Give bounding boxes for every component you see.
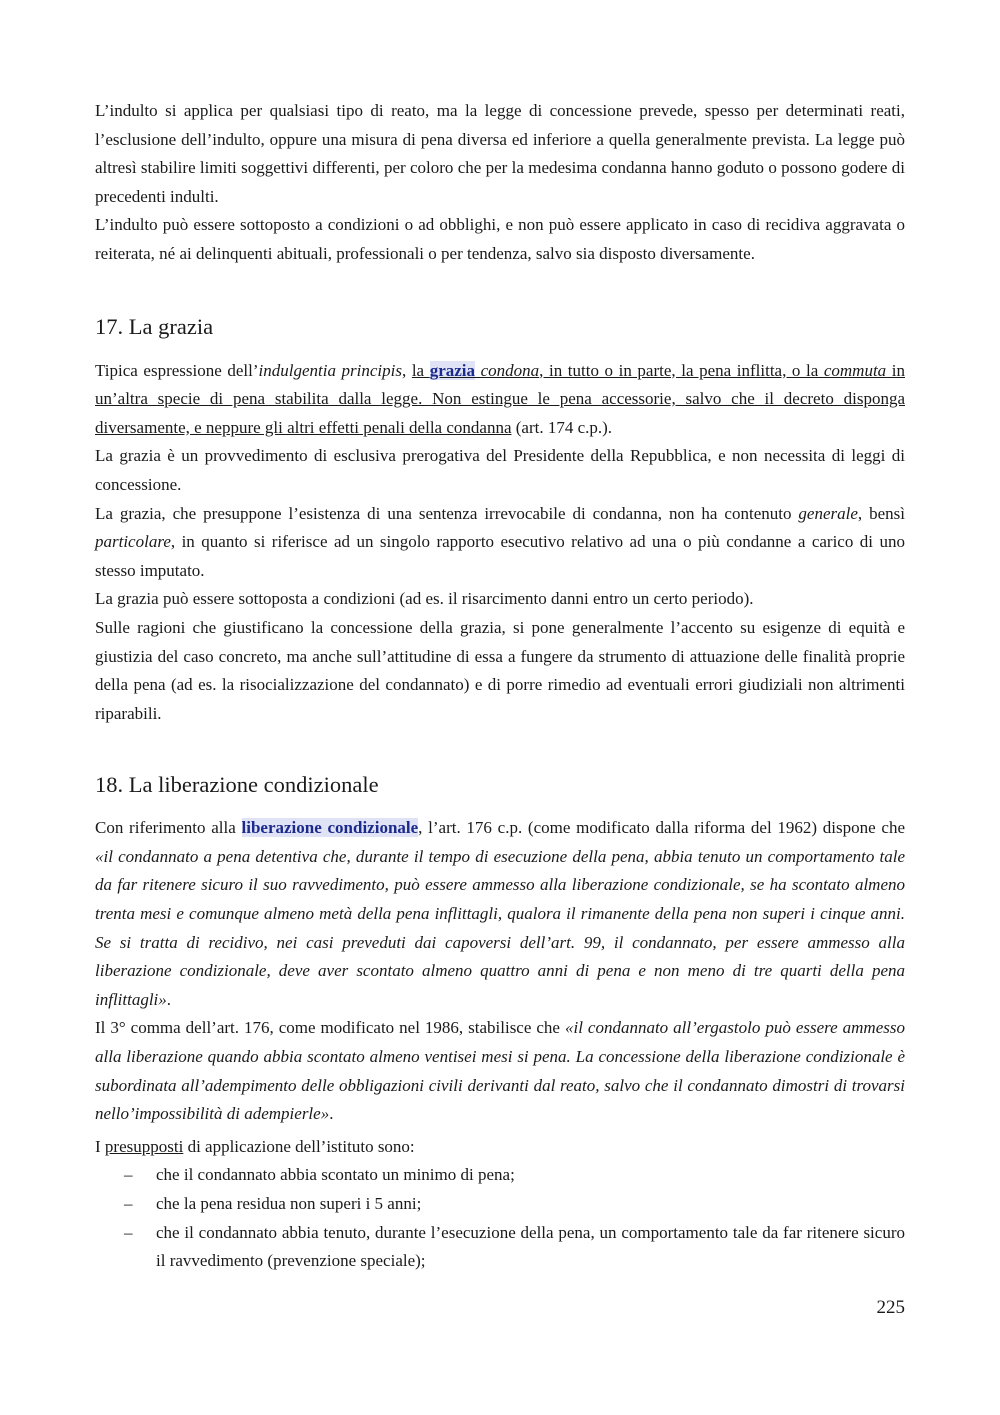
paragraph-liberazione-1: Con riferimento alla liberazione condizionale, l’art. 176 c.p. (come modificato dalla riforma del 1962) dispone che «il condannato a pena detentiva che, durante il tempo di esecuzione della pena, abbia tenuto un comportamento tale da far ritenere sicuro il suo ravvedimento, può essere ammesso alla liberazione condizionale, se ha scontato almeno trenta mesi e comunque almeno metà della pena inflittagli, qualora il rimanente della pena non superi i cinque anni. Se si tratta di recidivo, nei casi preveduti dai capoversi dell’art. 99, il condannato, per essere ammesso alla liberazione condizionale, deve aver scontato almeno quattro anni di pena e non meno di tre quarti della pena inflittagli». [95, 818, 905, 1009]
list-bullet: – [124, 1194, 133, 1213]
section-heading-liberazione: 18. La liberazione condizionale [95, 772, 379, 798]
paragraph-indulto-1: L’indulto si applica per qualsiasi tipo di reato, ma la legge di concessione prevede, spesso per determinati reati, l’esclusione dell’indulto, oppure una misura di pena diversa ed inferiore a quella generalmente prevista. La legge può altresì stabilire limiti soggettivi differenti, per coloro che per la medesima condanna hanno goduto o possono godere di precedenti indulti. [95, 101, 905, 206]
presupposti-list [95, 1161, 905, 1275]
paragraph-grazia-2: La grazia è un provvedimento di esclusiva prerogativa del Presidente della Repubblica, e non necessita di leggi di concessione. [95, 446, 905, 494]
list-item: – che la pena residua non superi i 5 anni; [95, 1190, 905, 1219]
paragraph-grazia-5: Sulle ragioni che giustificano la concessione della grazia, si pone generalmente l’accento su esigenze di equità e giustizia del caso concreto, ma anche sull’attitudine di essa a fungere da strumento di attuazione delle finalità proprie della pena (ad es. la risocializzazione del condannato) e di porre rimedio ad eventuali errori giudiziali non altrimenti riparabili. [95, 617, 905, 723]
highlighted-term-grazia: grazia [429, 360, 476, 380]
list-item: – che il condannato abbia scontato un minimo di pena; [95, 1161, 905, 1190]
paragraph-grazia-4: La grazia può essere sottoposta a condizioni (ad es. il risarcimento danni entro un certo periodo). [95, 589, 754, 609]
paragraph-grazia-3: La grazia, che presuppone l’esistenza di una sentenza irrevocabile di condanna, non ha contenuto generale, bensì particolare, in quanto si riferisce ad un singolo rapporto esecutivo relativo ad una o più condanne a carico di uno stesso imputato. [95, 503, 905, 580]
list-bullet: – [124, 1222, 133, 1242]
page-body [95, 97, 905, 1276]
page-number: 225 [876, 1297, 905, 1318]
list-item: – che il condannato abbia tenuto, durante l’esecuzione della pena, un comportamento tale da far ritenere sicuro il ravvedimento (prevenzione speciale); [95, 1219, 905, 1276]
highlighted-term-liberazione: liberazione condizionale [241, 818, 419, 838]
paragraph-presupposti: I presupposti di applicazione dell’istituto sono: [95, 1136, 415, 1156]
paragraph-indulto-2: L’indulto può essere sottoposto a condizioni o ad obblighi, e non può essere applicato in caso di recidiva aggravata o reiterata, né ai delinquenti abituali, professionali o per tendenza, salvo sia disposto diversamente. [95, 215, 905, 263]
paragraph-grazia-definition: Tipica espressione dell’indulgentia principis, la grazia condona, in tutto o in parte, la pena inflitta, o la commuta in un’altra specie di pena stabilita dalla legge. Non estingue le pena accessorie, salvo che il decreto disponga diversamente, e neppure gli altri effetti penali della condanna (art. 174 c.p.). [95, 360, 905, 437]
section-heading-grazia: 17. La grazia [95, 313, 214, 339]
paragraph-liberazione-2: Il 3° comma dell’art. 176, come modificato nel 1986, stabilisce che «il condannato all’ergastolo può essere ammesso alla liberazione quando abbia scontato almeno ventisei mesi si pena. La concessione della liberazione condizionale è subordinata all’adempimento delle obbligazioni civili derivanti dal reato, salvo che il condannato dimostri di trovarsi nello’impossibilità di adempierle». [95, 1018, 905, 1124]
list-bullet: – [124, 1165, 133, 1185]
